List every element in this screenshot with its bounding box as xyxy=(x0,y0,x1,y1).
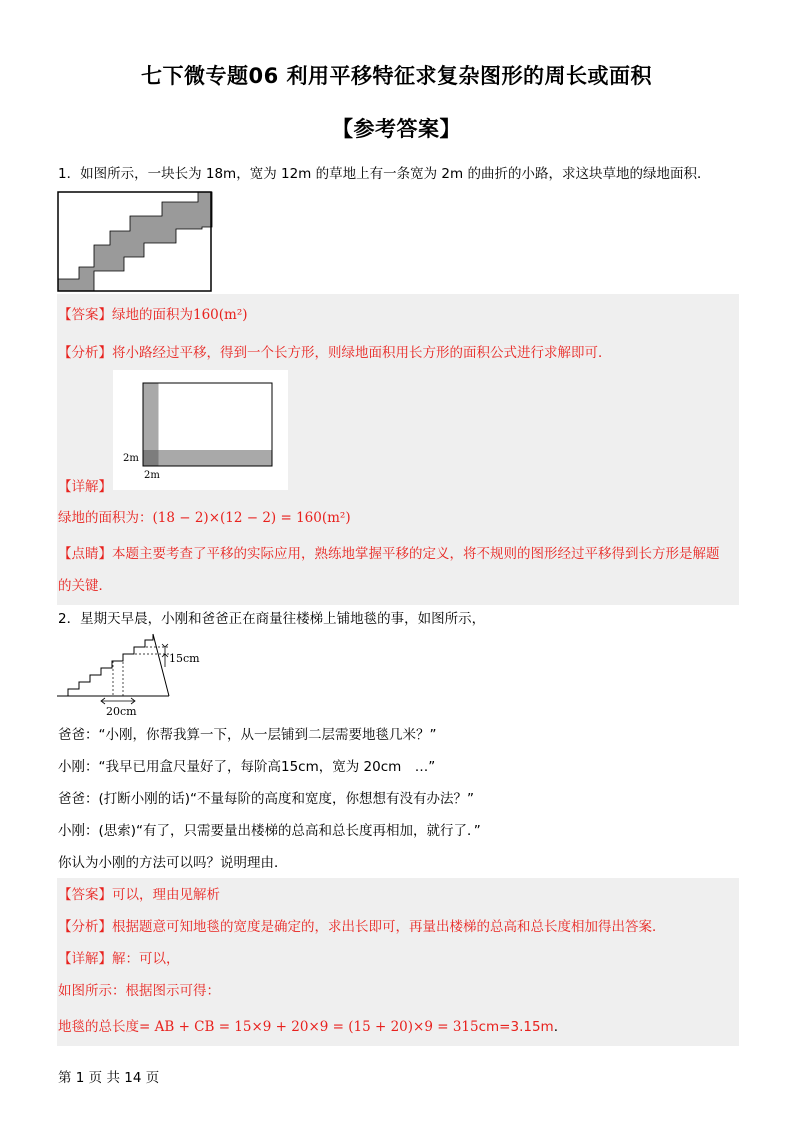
q1-calc-text: 绿地的面积为： xyxy=(58,510,153,526)
page-footer: 第 1 页 共 14 页 xyxy=(58,1070,160,1086)
q1-answer xyxy=(58,306,248,324)
q2-detail-tag: 【详解】 xyxy=(58,951,112,967)
q2-calc-end: . xyxy=(553,1019,558,1035)
q1-point xyxy=(58,545,720,563)
q2-detail xyxy=(58,950,180,968)
q1-calc xyxy=(58,509,351,527)
q1-point-text: 本题主要考查了平移的实际应用，熟练地掌握平移的定义，将不规则的图形经过平移得到长方形是解题 xyxy=(112,546,720,562)
q2-fig-label-width: 20cm xyxy=(106,705,137,718)
q2-dialog-2: 小刚：“我早已用盒尺量好了，每阶高15cm，宽为 20cm …” xyxy=(58,759,436,775)
q1-fig-label-width: 2m xyxy=(144,470,160,481)
q2-dialog-1: 爸爸：“小刚，你帮我算一下，从一层铺到二层需要地毯几米？” xyxy=(58,727,437,743)
q1-figure-stair-path xyxy=(57,191,214,292)
q2-question: 2．星期天早晨，小刚和爸爸正在商量往楼梯上铺地毯的事，如图所示， xyxy=(58,611,486,627)
q2-answer-text: 可以，理由见解析 xyxy=(112,887,220,903)
q1-point-tag: 【点睛】 xyxy=(58,546,112,562)
q1-calc-math: (18 − 2)×(12 − 2) = 160(m²) xyxy=(152,510,351,526)
q2-answer xyxy=(58,886,220,904)
q2-fig-label-height: 15cm xyxy=(169,652,200,665)
q1-detail-tag: 【详解】 xyxy=(58,479,112,495)
q1-point-line2: 的关键． xyxy=(58,578,112,594)
q2-ask: 你认为小刚的方法可以吗？说明理由． xyxy=(58,855,288,871)
q2-analysis-text: 根据题意可知地毯的宽度是确定的，求出长即可，再量出楼梯的总高和总长度相加得出答案． xyxy=(112,919,666,935)
q2-detail-text: 解：可以， xyxy=(112,951,180,967)
q1-fig-label-height: 2m xyxy=(123,453,139,464)
q1-analysis-tag: 【分析】 xyxy=(58,345,112,361)
q2-dialog-4: 小刚：(思索)“有了，只需要量出楼梯的总高和总长度再相加，就行了．” xyxy=(58,823,481,839)
q1-analysis-text: 将小路经过平移，得到一个长方形，则绿地面积用长方形的面积公式进行求解即可． xyxy=(112,345,612,361)
q1-answer-math: 160(m²) xyxy=(193,307,248,323)
q2-dialog-3: 爸爸：(打断小刚的话)“不量每阶的高度和宽度，你想想有没有办法？” xyxy=(58,791,475,807)
q2-answer-tag: 【答案】 xyxy=(58,887,112,903)
q1-answer-text: 绿地的面积为 xyxy=(112,307,193,323)
q2-stair-figure xyxy=(57,634,217,722)
q2-calc xyxy=(58,1018,558,1036)
q1-answer-tag: 【答案】 xyxy=(58,307,112,323)
q2-calc-text: 地毯的总长度 xyxy=(58,1019,139,1035)
q1-question: 1．如图所示，一块长为 18m，宽为 12m 的草地上有一条宽为 2m 的曲折的小路，求这块草地的绿地面积． xyxy=(58,166,711,182)
page-subtitle: 【参考答案】 xyxy=(332,117,461,141)
q1-analysis xyxy=(58,344,612,362)
q2-detail-line2: 如图所示：根据图示可得： xyxy=(58,983,220,999)
page-title: 七下微专题06 利用平移特征求复杂图形的周长或面积 xyxy=(140,64,653,88)
q2-calc-math: = AB + CB = 15×9 + 20×9 = (15 + 20)×9 = 315 xyxy=(139,1019,479,1035)
q1-solution-figure xyxy=(113,370,288,490)
q2-analysis xyxy=(58,918,666,936)
q2-calc-unit: cm=3.15m xyxy=(478,1019,554,1035)
q2-analysis-tag: 【分析】 xyxy=(58,919,112,935)
